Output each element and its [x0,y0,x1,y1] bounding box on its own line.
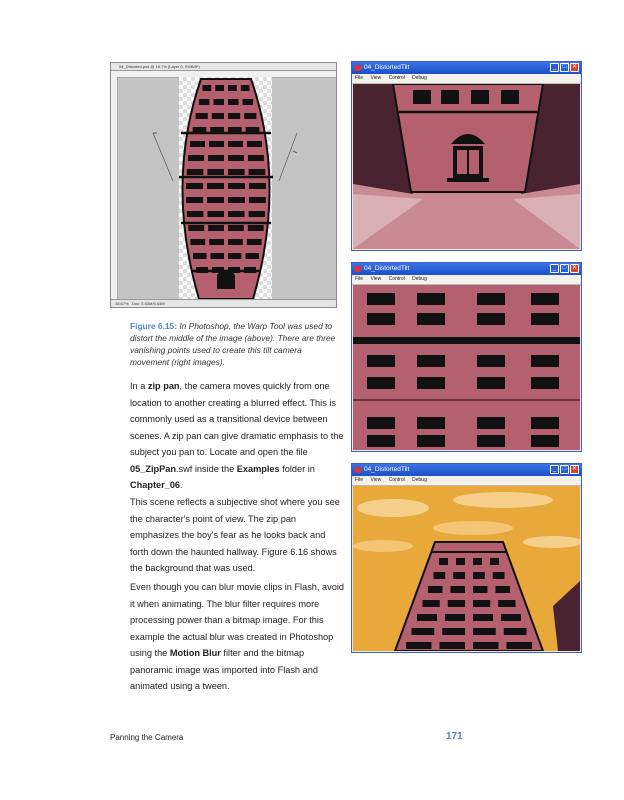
menu-file[interactable]: File [355,276,364,282]
menu-view[interactable]: View [370,75,382,81]
file-name: 05_ZipPan [130,463,176,474]
menu-debug[interactable]: Debug [412,75,427,81]
paragraph-subjective-shot: This scene reflects a subjective shot where you see the character's point of view. The zip pan emphasizes the boy's fear as he looks back and forth down the haunted hallway. Figure 6.16 shows the background that was used. [130,497,340,573]
photoshop-title: 04_Distorted.psd @ 16.7% (Layer 0, RGB/8*) [111,63,336,71]
photoshop-status [111,299,336,307]
scene-high-angle [353,486,580,651]
text: Even though you can blur movie clips in Flash, avoid it when animating. The blur filter requires more processing power than a bitmap image. For this example the actual blur was created in Photoshop using the [130,582,344,658]
photoshop-screenshot [110,62,337,308]
window-title: 04_DistortedTilt [364,265,410,272]
close-button[interactable]: ✕ [571,64,578,70]
flash-icon [355,266,361,272]
menu-bar [352,476,581,486]
menu-file[interactable]: File [355,477,364,483]
text: , the camera moves quickly from one location to another creating a blurred effect. This is commonly used as a transitional device between scenes. A zip pan can give dramatic emphasis to the subject you pan to. Locate and open the file [130,381,344,457]
figure-caption [130,320,340,368]
close-button[interactable]: ✕ [571,265,578,271]
menu-view[interactable]: View [370,477,382,483]
menu-file[interactable]: File [355,75,364,81]
window-title: 04_DistortedTilt [364,466,410,473]
minimize-button[interactable]: _ [550,264,559,273]
folder-name: Examples [236,463,280,474]
menu-debug[interactable]: Debug [412,276,427,282]
menu-control[interactable]: Control [388,75,405,81]
menu-debug[interactable]: Debug [412,477,427,483]
maximize-button[interactable]: □ [560,63,569,72]
flash-icon [355,467,361,473]
text: filter and the bitmap panoramic image was imported into Flash and animated using a tween. [130,648,318,691]
menu-control[interactable]: Control [388,276,405,282]
minimize-button[interactable]: _ [550,465,559,474]
chapter-folder: Chapter_06 [130,480,181,490]
scene-middle [353,285,580,450]
term-zip-pan: zip pan [147,381,180,391]
paragraph-zip-pan [130,378,345,494]
text: .swf inside the [175,463,237,474]
caption-text: In Photoshop, the Warp Tool was used to distort the middle of the image (above). There are three vanishing points used to create this tilt camera movement (right images). [130,321,336,367]
close-button[interactable]: ✕ [571,466,578,472]
maximize-button[interactable]: □ [560,264,569,273]
term-motion-blur: Motion Blur [169,648,221,658]
paragraph-blur [130,579,345,695]
status-zoom: 16.67% [115,301,129,306]
window-title-bar [352,464,581,476]
footer-section-title: Panning the Camera [110,733,184,742]
warped-building [111,63,337,308]
flash-icon [355,65,361,71]
flash-window-2 [351,262,582,452]
text: . [180,480,183,490]
menu-bar [352,74,581,84]
window-title-bar [352,62,581,74]
text: folder in [279,463,315,474]
scene-low-angle [353,84,580,249]
maximize-button[interactable]: □ [560,465,569,474]
figure-label: Figure 6.15: [130,321,178,331]
minimize-button[interactable]: _ [550,63,559,72]
menu-bar [352,275,581,285]
window-title-bar [352,263,581,275]
window-title: 04_DistortedTilt [364,64,410,71]
page-number: 171 [446,731,463,742]
flash-window-1 [351,61,582,251]
text: In a [130,381,148,391]
flash-window-3 [351,463,582,653]
status-doc: Doc: 5.63M/5.63M [131,301,165,306]
menu-view[interactable]: View [370,276,382,282]
menu-control[interactable]: Control [388,477,405,483]
